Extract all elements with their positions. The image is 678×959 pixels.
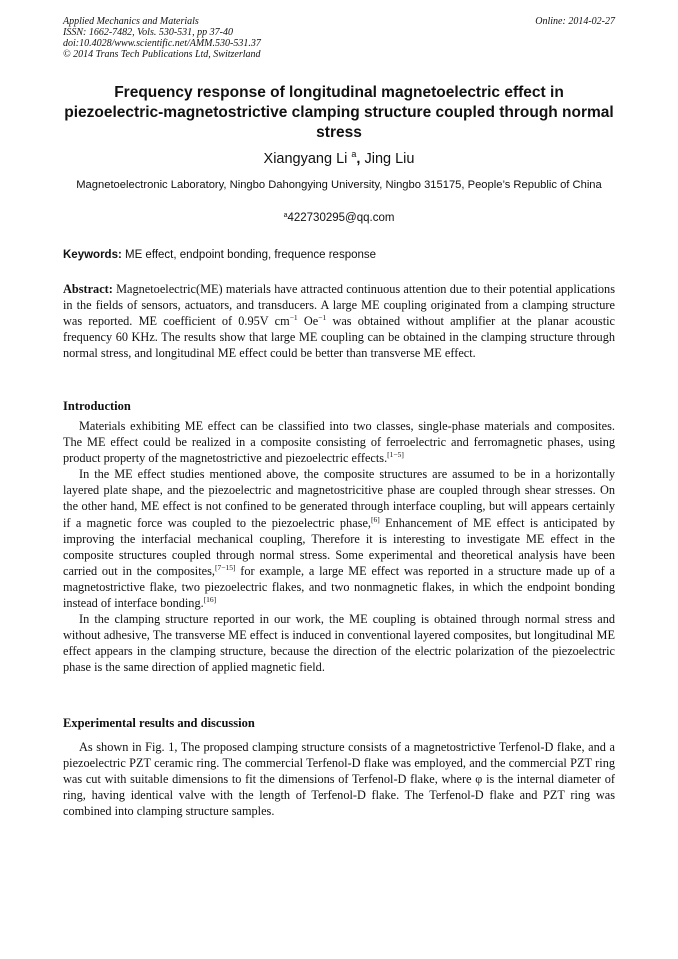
citation: [7−15] xyxy=(214,562,236,572)
journal-name: Applied Mechanics and Materials xyxy=(63,16,199,27)
author-line xyxy=(63,150,615,168)
paragraph-text: Materials exhibiting ME effect can be classified into two classes, single-phase materials and composites. The ME effect could be realized in a composite consisting of ferroelectric and ferromagnetic phases, using product property of the magnetostrictive and piezoelectric effects. xyxy=(63,419,615,466)
unit-exponent: −1 xyxy=(289,313,298,323)
affiliation: Magnetoelectronic Laboratory, Ningbo Dahongying University, Ningbo 315175, People’s Republic of China xyxy=(76,179,602,191)
experimental-body xyxy=(63,739,615,819)
abstract-text: Oe xyxy=(297,314,319,329)
email-line xyxy=(63,212,615,225)
introduction-body xyxy=(63,418,615,676)
citation: [1−5] xyxy=(387,450,404,460)
doi-line: doi:10.4028/www.scientific.net/AMM.530-531.37 xyxy=(63,38,261,49)
online-date: Online: 2014-02-27 xyxy=(535,16,615,27)
author-affiliation-mark: a xyxy=(351,149,357,159)
email-address: 422730295@qq.com xyxy=(287,212,395,224)
paper-title: Frequency response of longitudinal magnetoelectric effect in piezoelectric-magnetostrictive clamping structure coupled through normal stress xyxy=(64,84,614,141)
author-separator: , xyxy=(356,151,361,167)
issn-line: ISSN: 1662-7482, Vols. 530-531, pp 37-40 xyxy=(63,27,233,38)
section-heading-introduction: Introduction xyxy=(63,399,131,413)
email-mark: a xyxy=(283,212,288,219)
abstract-label: Abstract: xyxy=(63,282,113,296)
citation: [16] xyxy=(203,595,217,605)
paragraph-text: for example, a large ME effect was reported in a structure made up of a magnetostrictive flake, two piezoelectric flakes, and two nonmagnetic flakes, in which the endpoint bonding instead of interface bonding. xyxy=(63,563,615,611)
copyright-line: © 2014 Trans Tech Publications Ltd, Switzerland xyxy=(63,49,261,60)
paragraph-text: Enhancement of ME effect is anticipated by improving the interfacial mechanical coupling, Therefore it is interesting to investigate ME effect in the composite structures coupled through normal stress. Some experimental and theoretical analysis have been carried out in the composites, xyxy=(63,515,616,578)
author-name: Xiangyang Li xyxy=(263,151,348,167)
unit-exponent: −1 xyxy=(318,313,327,323)
abstract-text: Magnetoelectric(ME) materials have attracted continuous attention due to their potential applications in the fields of sensors, actuators, and transducers. A large ME coupling originated from a clamping structure was reported. ME coefficient of 0.95V cm xyxy=(63,282,615,329)
keywords-text: ME effect, endpoint bonding, frequence response xyxy=(121,249,377,261)
abstract-text: was obtained without amplifier at the planar acoustic frequency 60 KHz. The results show that large ME coupling can be obtained in the clamping structure through normal stress, and longitudinal ME effect could be better than transverse ME effect. xyxy=(63,314,615,361)
paragraph xyxy=(63,466,615,611)
journal-header xyxy=(63,16,261,60)
paragraph: As shown in Fig. 1, The proposed clamping structure consists of a magnetostrictive Terfenol-D flake, and a piezoelectric PZT ceramic ring. The commercial Terfenol-D flake was employed, and the commercial PZT ring was cut with suitable dimensions to fit the dimensions of Terfenol-D flake, where φ is the internal diameter of ring, having identical valve with the length of Terfenol-D flake. The Terfenol-D flake and PZT ring was combined into clamping structure samples. xyxy=(63,740,615,819)
paragraph-text: In the ME effect studies mentioned above, the composite structures are assumed to be in a horizontally layered plate shape, and the piezoelectric and magnetostricitive phase are coupled through shear stresses. On the other hand, ME effect is not confined to be generated through interface coupling, but will appears certainly if a magnetic force was coupled to the piezoelectric phase, xyxy=(63,467,615,530)
citation: [6] xyxy=(370,514,380,524)
author-name: Jing Liu xyxy=(360,151,415,167)
abstract xyxy=(63,281,615,361)
section-heading-experimental: Experimental results and discussion xyxy=(63,716,255,730)
keywords-label: Keywords: xyxy=(63,249,122,261)
paragraph: In the clamping structure reported in our work, the ME coupling is obtained through normal stress and without adhesive, The transverse ME effect is induced in conventional layered composites, but longitudinal ME effect appears in the clamping structure, because the direction of the electric polarization of the piezoelectric phase is the same direction of applied magnetic field. xyxy=(63,612,615,675)
paragraph xyxy=(63,418,615,466)
keywords xyxy=(63,248,615,262)
